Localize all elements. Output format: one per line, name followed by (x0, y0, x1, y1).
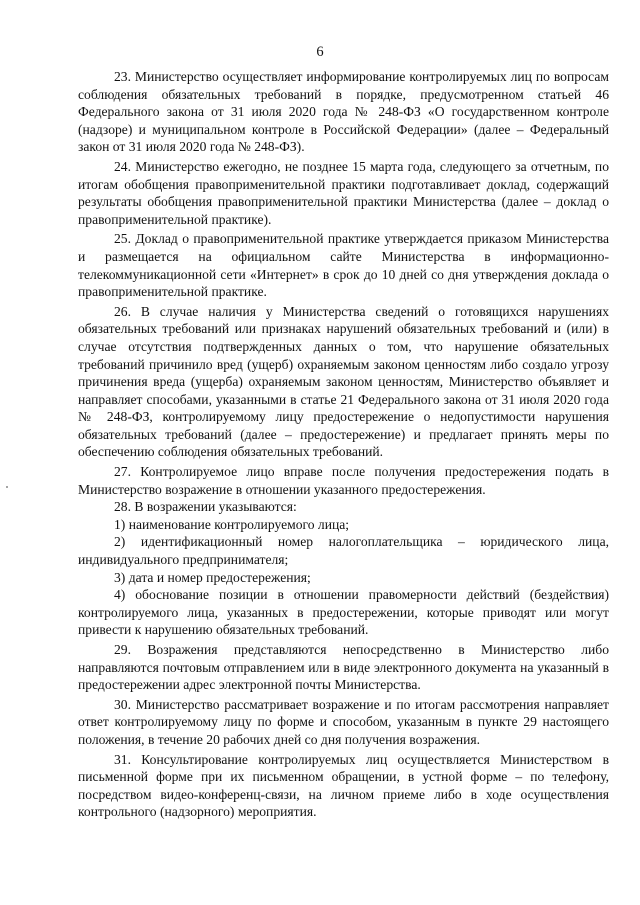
paragraph-29: 29. Возражения представляются непосредственно в Министерство либо направляются почтовым отправлением или в виде электронного документа на указанный в предостережении адрес электронной почты Министерства. (78, 642, 609, 693)
paragraph-24: 24. Министерство ежегодно, не позднее 15 марта года, следующего за отчетным, по итогам обобщения правоприменительной практики подготавливает доклад, содержащий результаты обобщения правоприменительной практики Министерства (далее – доклад о правоприменительной практике). (78, 158, 609, 227)
paragraph-28: 28. В возражении указываются: (114, 499, 297, 515)
paragraph-23: 23. Министерство осуществляет информирование контролируемых лиц по вопросам соблюдения обязательных требований в порядке, предусмотренном статьей 46 Федерального закона от 31 июля 2020 года № 248-ФЗ «О государственном контроле (надзоре) и муниципальном контроле в Российской Федерации» (далее – Федеральный закон от 31 июля 2020 года № 248-ФЗ). (78, 69, 609, 155)
paragraph-31: 31. Консультирование контролируемых лиц осуществляется Министерством в письменной форме при их письменном обращении, в устной форме – по телефону, посредством видео-конференц-связи, на личном приеме либо в ходе осуществления контрольного (надзорного) мероприятия. (78, 751, 609, 820)
paragraph-28-item-3: 3) дата и номер предостережения; (114, 569, 311, 585)
paragraph-30: 30. Министерство рассматривает возражение и по итогам рассмотрения направляет ответ контролируемому лицу по форме и способом, указанным в пункте 29 настоящего положения, в течение 20 рабочих дней со дня получения возражения. (78, 696, 609, 747)
paragraph-26: 26. В случае наличия у Министерства сведений о готовящихся нарушениях обязательных требований или признаках нарушений обязательных требований и (или) в случае отсутствия подтвержденных данных о том, что нарушение обязательных требований причинило вред (ущерб) охраняемым законом ценностям либо создало угрозу причинения вреда (ущерба) охраняемым законом ценностям, Министерство объявляет и направляет способами, указанными в статье 21 Федерального закона от 31 июля 2020 года № 248-ФЗ, контролируемому лицу предостережение о недопустимости нарушения обязательных требований (далее – предостережение) и предлагает принять меры по обеспечению соблюдения обязательных требований. (78, 303, 609, 460)
document-body (78, 66, 609, 821)
paragraph-28-item-2: 2) идентификационный номер налогоплательщика – юридического лица, индивидуального предпринимателя; (78, 534, 609, 568)
margin-mark (6, 486, 8, 488)
paragraph-28-item-4: 4) обоснование позиции в отношении правомерности действий (бездействия) контролируемого лица, указанных в предостережении, которые приводят или могут привести к нарушению обязательных требований. (78, 587, 609, 638)
paragraph-27: 27. Контролируемое лицо вправе после получения предостережения подать в Министерство возражение в отношении указанного предостережения. (78, 464, 609, 497)
page-number: 6 (316, 44, 324, 60)
paragraph-28-item-1: 1) наименование контролируемого лица; (114, 516, 350, 532)
paragraph-25: 25. Доклад о правоприменительной практике утверждается приказом Министерства и размещается на официальном сайте Министерства в информационно-телекоммуникационной сети «Интернет» в срок до 10 дней со дня утверждения доклада о правоприменительной практике. (78, 231, 609, 300)
